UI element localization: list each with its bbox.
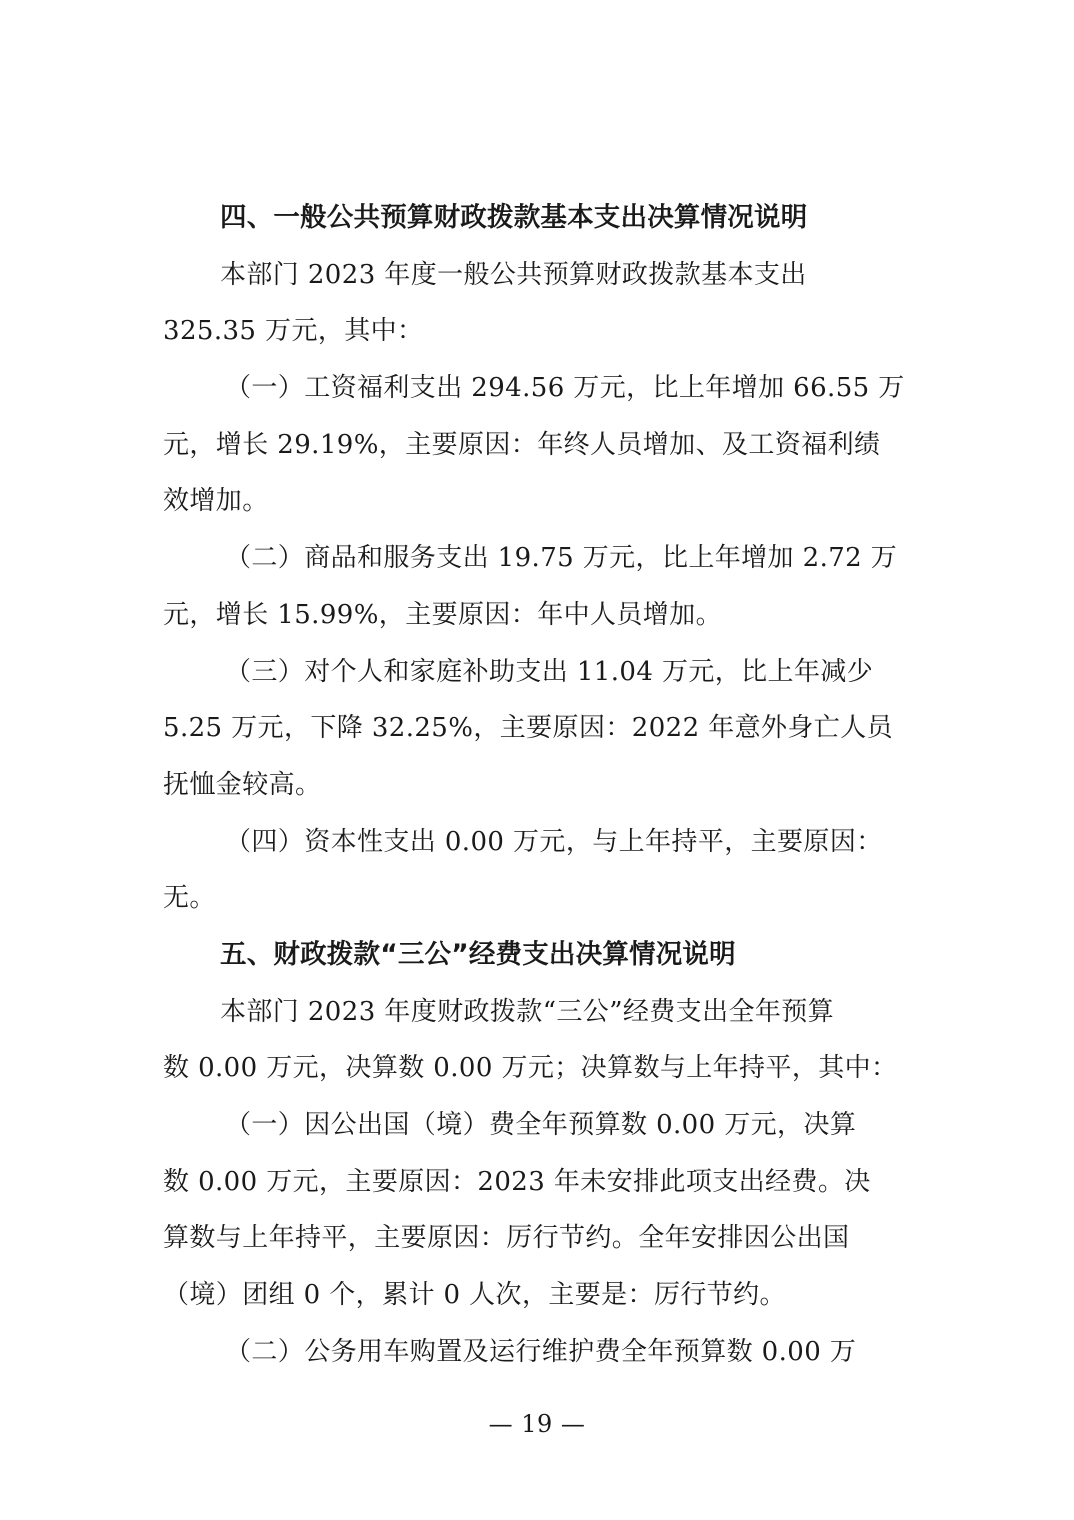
document-body: [163, 190, 913, 1380]
paragraph-line: 效增加。: [163, 486, 269, 517]
paragraph-line: （二）公务用车购置及运行维护费全年预算数 0.00 万: [225, 1336, 857, 1367]
section-heading-4: 四、一般公共预算财政拨款基本支出决算情况说明: [220, 202, 808, 233]
paragraph-line: 抚恤金较高。: [163, 769, 322, 800]
paragraph-line: 元，增长 15.99%，主要原因：年中人员增加。: [163, 599, 723, 630]
paragraph-line: 325.35 万元，其中：: [163, 316, 424, 347]
paragraph-line: 算数与上年持平，主要原因：厉行节约。全年安排因公出国: [163, 1223, 850, 1254]
paragraph-line: （三）对个人和家庭补助支出 11.04 万元，比上年减少: [225, 656, 874, 687]
section-heading-5: 五、财政拨款“三公”经费支出决算情况说明: [220, 938, 736, 970]
paragraph-line: （境）团组 0 个，累计 0 人次，主要是：厉行节约。: [163, 1280, 786, 1311]
paragraph-line: （一）工资福利支出 294.56 万元，比上年增加 66.55 万: [225, 373, 905, 404]
paragraph-line: 元，增长 29.19%，主要原因：年终人员增加、及工资福利绩: [163, 429, 881, 460]
paragraph-line: （一）因公出国（境）费全年预算数 0.00 万元，决算: [225, 1110, 857, 1140]
paragraph-line: 5.25 万元，下降 32.25%，主要原因：2022 年意外身亡人员: [163, 713, 893, 744]
paragraph-line: 无。: [163, 883, 216, 914]
paragraph-line: 数 0.00 万元，决算数 0.00 万元；决算数与上年持平，其中：: [163, 1053, 898, 1084]
paragraph-line: 本部门 2023 年度一般公共预算财政拨款基本支出: [220, 259, 807, 290]
paragraph-line: 数 0.00 万元，主要原因：2023 年未安排此项支出经费。决: [163, 1166, 871, 1197]
page-number: — 19 —: [488, 1410, 586, 1438]
paragraph-line: 本部门 2023 年度财政拨款“三公”经费支出全年预算: [220, 996, 835, 1027]
paragraph-line: （四）资本性支出 0.00 万元，与上年持平，主要原因：: [225, 826, 883, 857]
paragraph-line: （二）商品和服务支出 19.75 万元，比上年增加 2.72 万: [225, 543, 898, 574]
